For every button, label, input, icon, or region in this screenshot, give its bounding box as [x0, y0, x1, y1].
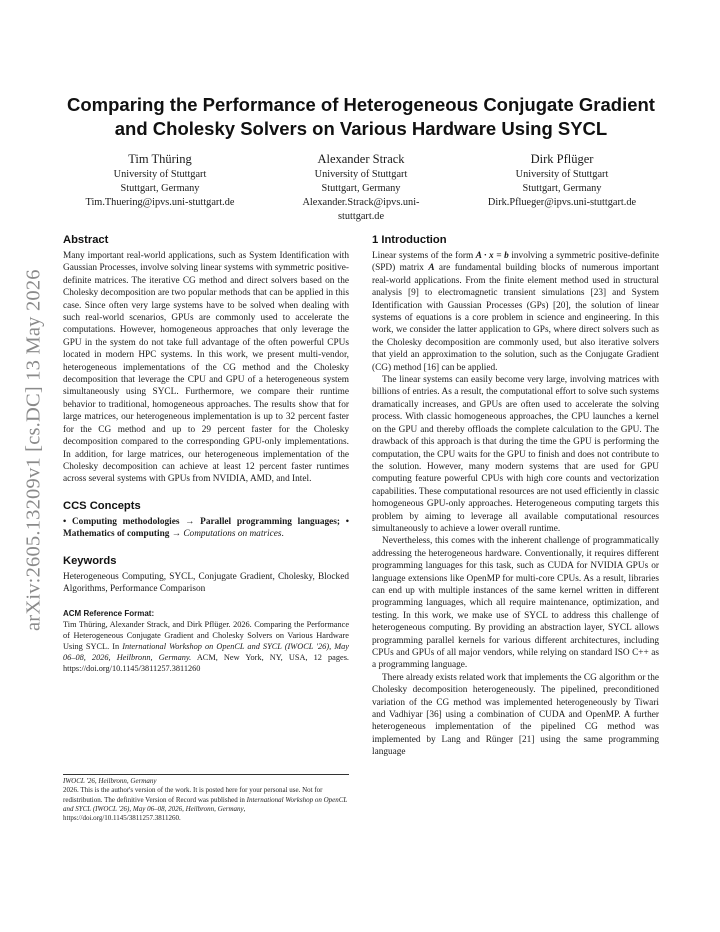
ccs-item-1: • Computing methodologies → Parallel programming languages	[63, 516, 337, 527]
author-location: Stuttgart, Germany	[321, 183, 401, 194]
footnote-doi: , https://doi.org/10.1145/3811257.3811260.	[63, 804, 246, 823]
ccs-arrow: →	[169, 529, 184, 540]
abstract-text: Many important real-world applications, such as System Identification with Gaussian Processes, involve solving linear systems with symmetric positive-definite matrices. The iterative CG method and direct solvers based on the Cholesky decomposition are two popular methods that can be applied in this case. Since often very large systems have to be solved when dealing with such real-world scenarios, GPUs are commonly used to accelerate the computations. However, homogeneous approaches that only leverage the GPU in the system do not take full advantage of the often powerful CPUs located in modern HPC systems. In this work, we present multi-vendor, heterogeneous implementations of the CG method and the Cholesky decomposition that leverage the CPU and GPU of a heterogeneous system simultaneously using SYCL. Furthermore, we compare their runtime behavior to traditional, homogeneous approaches. The results show that for large matrices, our heterogeneous implementation is up to 32 percent faster for the CG method and up to 29 percent faster for the Cholesky decomposition compared to the corresponding GPU-only implementations. In addition, for large matrices, our heterogeneous implementation of the Cholesky decomposition can achieve at least 12 percent faster runtimes across several systems with GPUs from NVIDIA, AMD, and Intel.	[63, 251, 349, 485]
abstract-heading: Abstract	[63, 234, 109, 246]
acm-reference-venue: International Workshop on OpenCL and SYCL (IWOCL '26), May 06–08, 2026, Heilbronn, Germany.	[63, 642, 349, 663]
ccs-item-2: • Mathematics of computing	[63, 516, 349, 540]
acm-reference-authors: Tim Thüring, Alexander Strack, and Dirk Pflüger. 2026. Comparing the Performance of Heterogeneous Conjugate Gradient and Cholesky Solvers on Various Hardware Using SYCL. In	[63, 620, 349, 652]
intro-heading: 1 Introduction	[372, 234, 447, 246]
author-affiliation: University of Stuttgart	[515, 169, 609, 180]
ccs-heading: CCS Concepts	[63, 499, 141, 512]
paper-title: Comparing the Performance of Heterogeneous Conjugate Gradient and Cholesky Solvers on Various Hardware Using SYCL	[67, 94, 655, 139]
footnote	[63, 774, 349, 823]
keywords-text: Heterogeneous Computing, SYCL, Conjugate Gradient, Cholesky, Blocked Algorithms, Performance Comparison	[63, 571, 349, 594]
intro-p1-b: involving a symmetric positive-definite (SPD) matrix	[372, 251, 659, 274]
acm-reference-doi: ACM, New York, NY, USA, 12 pages. https://doi.org/10.1145/3811257.3811260	[63, 653, 349, 674]
author-location: Stuttgart, Germany	[522, 183, 602, 194]
author-name: Tim Thüring	[128, 152, 192, 166]
arxiv-identifier: arXiv:2605.13209v1 [cs.DC] 13 May 2026	[22, 269, 45, 631]
acm-reference-text	[63, 619, 349, 674]
ccs-concepts	[63, 516, 349, 541]
footnote-text	[63, 786, 349, 823]
ccs-separator: ;	[336, 516, 346, 527]
author-3	[462, 151, 662, 210]
intro-paragraph-4: There already exists related work that implements the CG algorithm or the Cholesky decomposition heterogeneously. The pipelined, preconditioned variation of the CG method was implemented heterogeneously by Tiwari and Vadhiyar [36] using a combination of CUDA and OpenMP. A further heterogeneous implementation of the pipelined CG method was implemented by Lang and Rünger [21] using the same programming language	[372, 672, 660, 758]
intro-p1-c: are fundamental building blocks of numerous important real-world applications. From the finite element method used in structural analysis [9] to electromagnetic transient simulations [23] and System Identification with Gaussian Processes (GPs) [20], the solution of linear systems of equations is a core problem in science and engineering. In this work, we consider the latter application to GPs, where direct solvers such as the Cholesky decomposition are commonly used, but also iterative solvers that yield an approximation to the solution, such as the Conjugate Gradient (CG) method [16] can be applied.	[372, 263, 659, 373]
math-matrix-a: A	[428, 263, 435, 274]
author-location: Stuttgart, Germany	[120, 183, 200, 194]
ccs-end: .	[281, 529, 284, 540]
author-affiliation: University of Stuttgart	[314, 169, 408, 180]
intro-paragraph-3: Nevertheless, this comes with the inherent challenge of programmatically addressing the heterogeneous hardware. Conventionally, it requires different programming languages for this task, such as CUDA for NVIDIA GPUs or language extensions like OpenMP for multi-core CPUs. As a result, libraries can end up with multiple instances of the same kernel written in different programming languages, which all require maintenance, optimization, and testing. In this work, we make use of SYCL to address this challenge of heterogeneous computing. By providing an abstraction layer, SYCL allows programming parallel kernels for various different architectures, including CPUs and GPUs of all major vendors, while relying on standard ISO C++ as a programming language.	[372, 536, 659, 671]
footnote-text-a: 2026. This is the author's version of the work. It is posted here for your personal use. Not for redistribution. The definitive Version of Record was published in	[63, 786, 323, 804]
left-column	[63, 233, 349, 674]
author-email[interactable]: Alexander.Strack@ipvs.uni-stuttgart.de	[302, 197, 420, 222]
author-name: Dirk Pflüger	[530, 152, 594, 166]
keywords-heading: Keywords	[63, 554, 117, 567]
right-column	[372, 233, 659, 759]
author-affiliation: University of Stuttgart	[113, 169, 207, 180]
author-1	[60, 151, 260, 210]
math-expression: A · x = b	[475, 251, 509, 261]
author-2	[261, 151, 461, 224]
intro-p1-a: Linear systems of the form	[372, 251, 476, 261]
footnote-venue-line: IWOCL '26, Heilbronn, Germany	[63, 777, 157, 785]
intro-paragraph-2: The linear systems can easily become very large, involving matrices with billions of entries. As a result, the computational effort to solve such systems dramatically increases, and GPUs are often used to accelerate the solving process. With classic homogeneous approaches, the CPU launches a kernel on the GPU and thereby offloads the complete calculation to the GPU. The drawback of this approach is that during the time the GPU is performing the computation, the CPU waits for the GPU to finish and does not contribute to the solution. However, many modern systems that are used for GPU computing feature powerful CPUs with high core counts and vectorization capabilities. These computational resources are not used efficiently in classic homogeneous GPU-only approaches. Heterogeneous computing targets this problem by aiming to leverage all available computational resources simultaneously to achieve a lower overall runtime.	[372, 375, 659, 534]
footnote-venue: International Workshop on OpenCL and SYCL (IWOCL '26), May 06–08, 2026, Heilbronn, Germany	[63, 795, 348, 813]
ccs-item-2-sub: Computations on matrices	[183, 529, 282, 540]
author-name: Alexander Strack	[317, 152, 405, 166]
author-email[interactable]: Tim.Thuering@ipvs.uni-stuttgart.de	[85, 197, 235, 208]
intro-paragraph-1	[372, 250, 659, 374]
author-email[interactable]: Dirk.Pflueger@ipvs.uni-stuttgart.de	[487, 197, 637, 208]
acm-reference-heading: ACM Reference Format:	[63, 609, 155, 619]
